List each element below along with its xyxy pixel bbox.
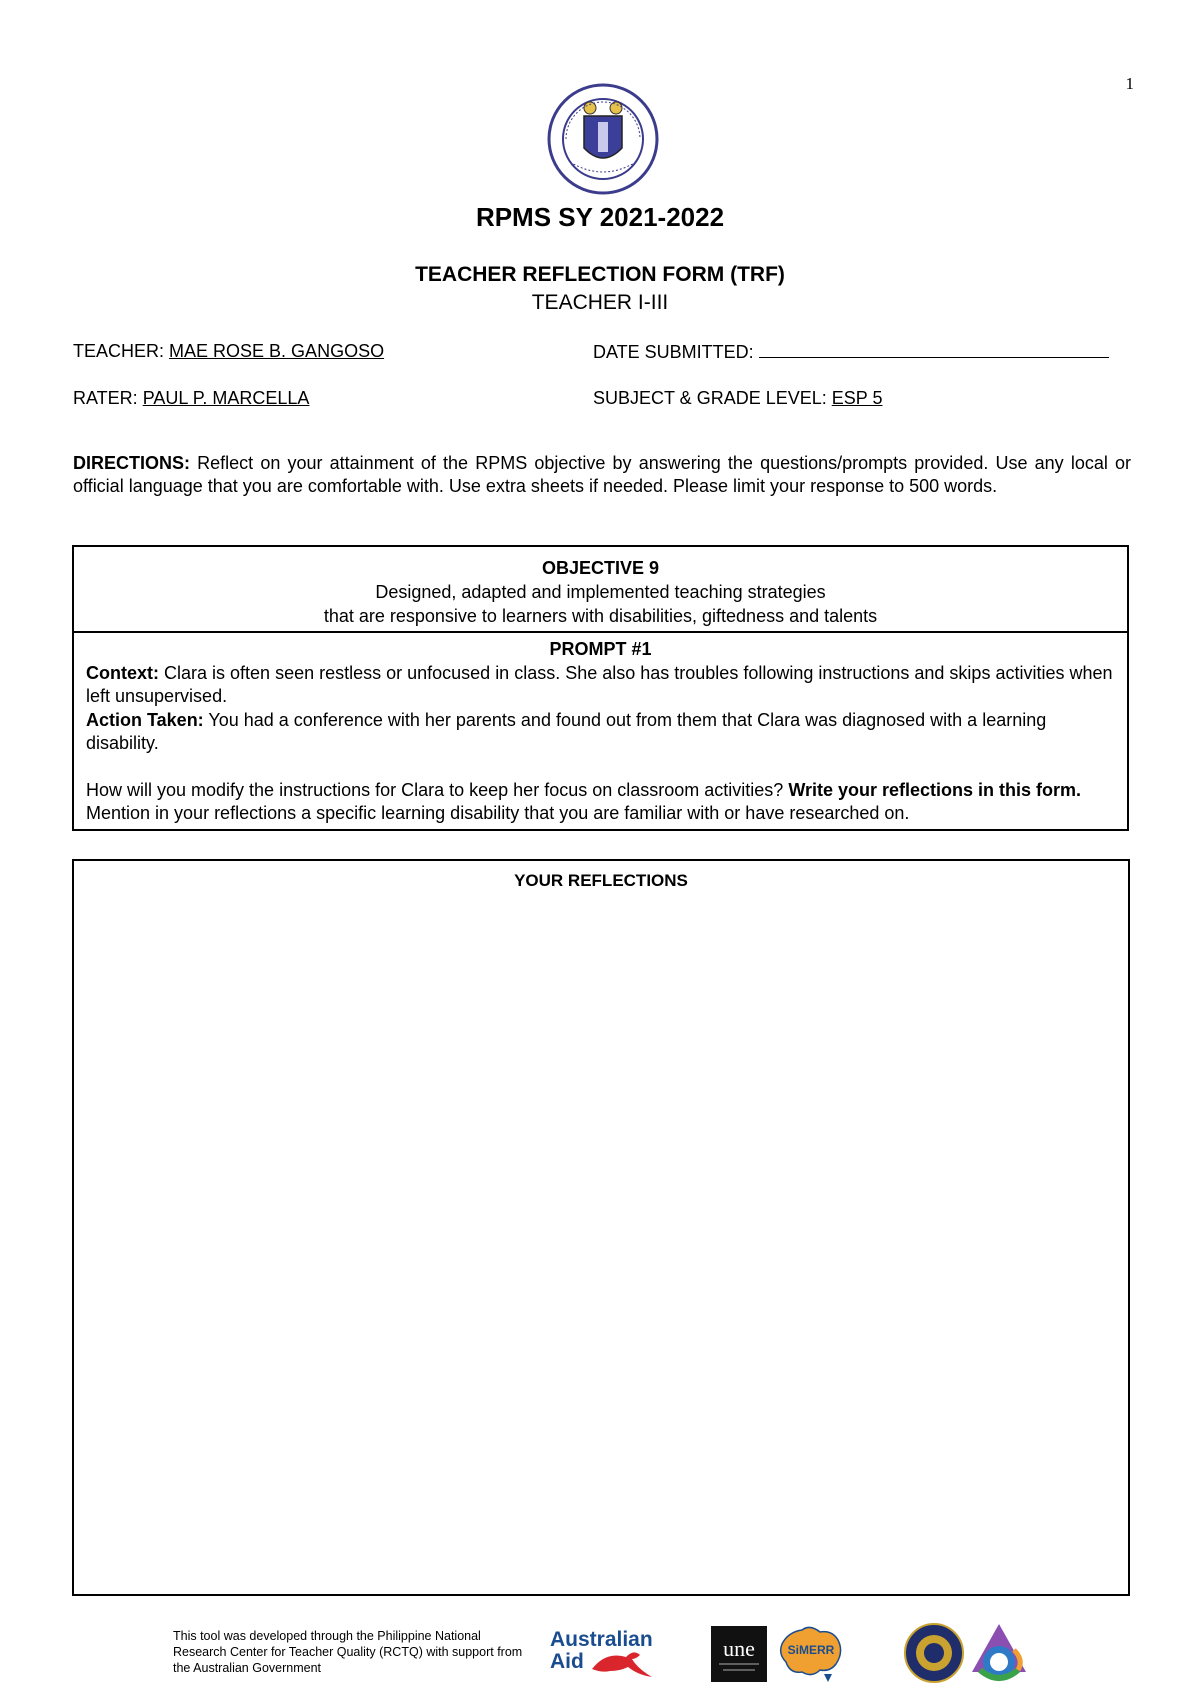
instruction-bold: Write your reflections in this form. [788, 779, 1082, 800]
directions-text: Reflect on your attainment of the RPMS objective by answering the questions/prompts provided. Use any local or official language that you are comfortable with. Use extra sheets if needed. Please limit your response to 500 words. [73, 453, 1131, 496]
page-number: 1 [1125, 74, 1134, 93]
prompt-question [86, 779, 1115, 826]
reflections-box[interactable] [72, 859, 1130, 1596]
teacher-label: TEACHER: [73, 341, 165, 361]
simerr-text: SiMERR [787, 1643, 835, 1657]
prompt-context [86, 662, 1115, 709]
deped-seal-logo [546, 82, 660, 196]
prompt-section [74, 633, 1127, 826]
rctq-logo [968, 1620, 1030, 1686]
objective-line-1: Designed, adapted and implemented teaching strategies [375, 582, 826, 602]
form-subtitle: TEACHER I-III [531, 291, 669, 314]
prompt-title: PROMPT #1 [549, 639, 652, 659]
reflections-title: YOUR REFLECTIONS [514, 871, 688, 890]
objective-header [74, 547, 1127, 633]
subject-grade-field [593, 388, 882, 409]
une-logo [711, 1626, 767, 1682]
rater-value: PAUL P. MARCELLA [142, 388, 310, 408]
objective-line-2: that are responsive to learners with disabilities, giftedness and talents [323, 606, 878, 626]
objective-box [72, 545, 1129, 831]
subject-grade-label: SUBJECT & GRADE LEVEL: [593, 388, 827, 408]
footer-note: This tool was developed through the Philippine National Research Center for Teacher Quality (RCTQ) with support from the Australian Government [173, 1629, 523, 1675]
date-submitted-field [593, 341, 1109, 363]
date-submitted-label: DATE SUBMITTED: [593, 342, 754, 362]
date-submitted-blank[interactable] [759, 341, 1109, 358]
prompt-action [86, 709, 1115, 756]
une-text: une [723, 1636, 755, 1661]
teacher-value: MAE ROSE B. GANGOSO [169, 341, 385, 361]
form-name: TEACHER REFLECTION FORM (TRF) [415, 263, 785, 286]
rater-field [73, 388, 309, 409]
australian-aid-logo [548, 1625, 668, 1683]
institution-seal-logo [903, 1622, 965, 1684]
simerr-logo [776, 1622, 846, 1684]
objective-title: OBJECTIVE 9 [541, 558, 660, 578]
instruction-rest: Mention in your reflections a specific learning disability that you are familiar with or have researched on. [86, 803, 910, 823]
action-text: You had a conference with her parents and found out from them that Clara was diagnosed with a learning disability. [86, 709, 1047, 753]
directions-label: DIRECTIONS: [73, 453, 190, 473]
australian-aid-line2: Aid [550, 1650, 584, 1673]
action-label: Action Taken: [86, 709, 204, 730]
context-label: Context: [86, 662, 159, 683]
form-title-main: RPMS SY 2021-2022 [475, 202, 725, 232]
rater-label: RATER: [73, 388, 138, 408]
question-text: How will you modify the instructions for Clara to keep her focus on classroom activities? [86, 779, 784, 800]
subject-grade-value: ESP 5 [831, 388, 883, 408]
directions [73, 452, 1131, 498]
australian-aid-line1: Australian [550, 1628, 653, 1651]
context-text: Clara is often seen restless or unfocused in class. She also has troubles following instructions and skips activities when left unsupervised. [86, 662, 1113, 706]
teacher-field [73, 341, 384, 362]
